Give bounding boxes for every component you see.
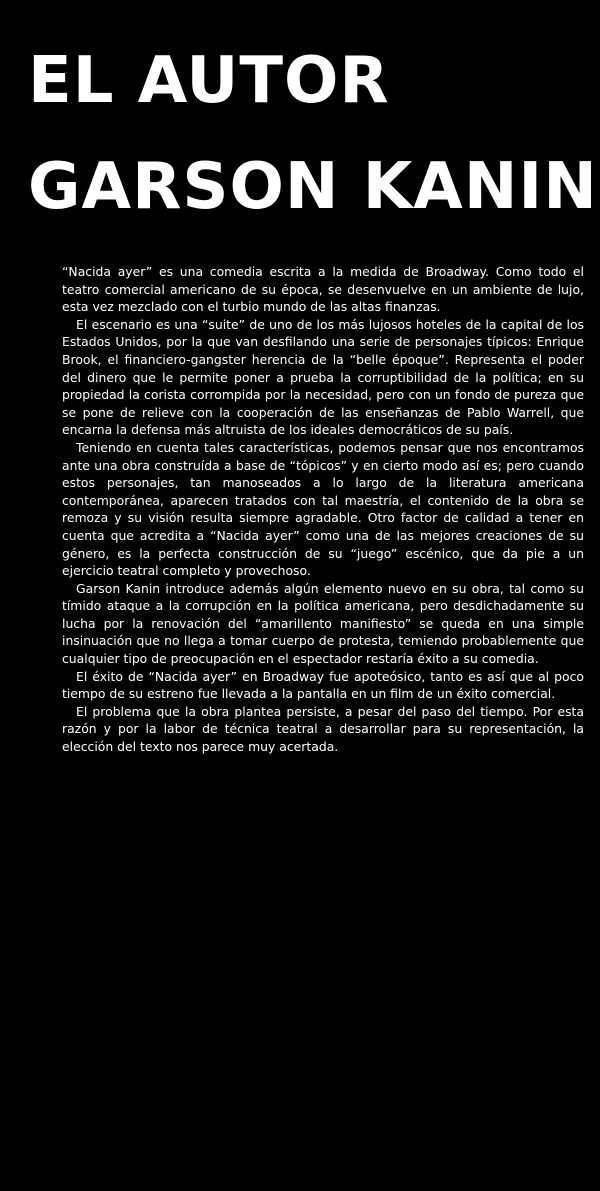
paragraph: “Nacida ayer” es una comedia escrita a la medida de Broadway. Como todo el teatro comercial americano de su época, se desenvuelve en un ambiente de lujo, esta vez mezclado con el turbio mundo de las altas finanzas. — [62, 264, 584, 315]
paragraph: El problema que la obra plantea persiste, a pesar del paso del tiempo. Por esta razón y por la labor de técnica teatral a desarrollar para su representación, la elección del texto nos parece muy acertada. — [62, 703, 584, 755]
page-title — [28, 28, 598, 240]
title-line-1: EL AUTOR — [28, 44, 390, 118]
paragraph: Teniendo en cuenta tales características, podemos pensar que nos encontramos ante una obra construída a base de “tópicos” y en cierto modo así es; pero cuando estos personajes, tan manoseados a lo largo de la literatura americana contemporánea, aparecen tratados con tal maestría, el contenido de la obra se remoza y su visión resulta siempre agradable. Otro factor de calidad a tener en cuenta que acredita a “Nacida ayer” como una de las mejores creaciones de su género, es la perfecta construcción de su “juego” escénico, que da pie a un ejercicio teatral completo y provechoso. — [62, 439, 584, 579]
paragraph: El escenario es una “suite” de uno de los más lujosos hoteles de la capital de los Estados Unidos, por la que van desfilando una serie de personajes típicos: Enrique Brook, el financiero-gangster herencia de la “belle époque”. Representa el poder del dinero que le permite poner a prueba la corruptibilidad de la política; en su propiedad la corista corrompida por la necesidad, pero con un fondo de pureza que se pone de relieve con la cooperación de las enseñanzas de Pablo Warrell, que encarna la defensa más altruista de los ideales democráticos de su país. — [62, 316, 584, 438]
paragraph: El éxito de “Nacida ayer” en Broadway fue apoteósico, tanto es así que al poco tiempo de su estreno fue llevada a la pantalla en un film de un éxito comercial. — [62, 668, 584, 702]
paragraph: Garson Kanin introduce además algún elemento nuevo en su obra, tal como su tímido ataque a la corrupción en la política americana, pero desdichadamente su lucha por la renovación del “amarillento manifiesto” se queda en una simple insinuación que no llega a tomar cuerpo de protesta, temiendo probablemente que cualquier tipo de preocupación en el espectador restaría éxito a su comedia. — [62, 580, 584, 667]
title-line-2: GARSON KANIN — [28, 150, 598, 224]
article-body — [62, 263, 584, 756]
